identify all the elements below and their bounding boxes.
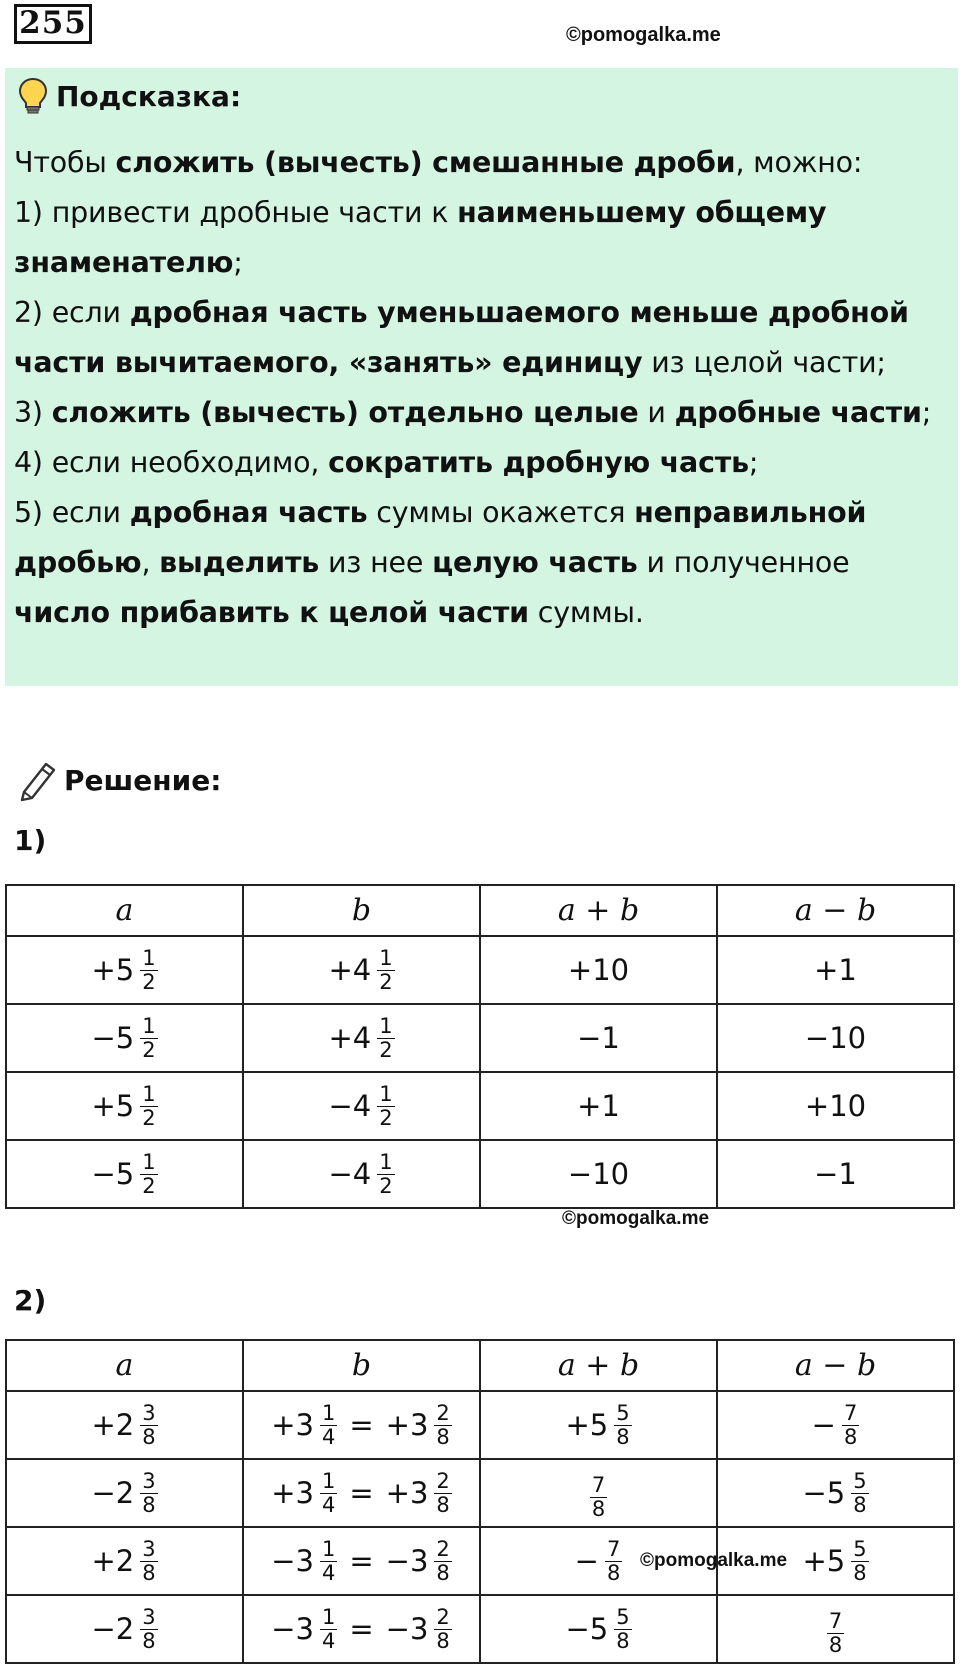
denominator: 8 <box>142 1424 156 1449</box>
math-expression <box>328 1151 394 1198</box>
equals-sign: = <box>349 1544 374 1578</box>
math-expression <box>575 1538 623 1585</box>
numerator: 5 <box>853 1536 867 1561</box>
hint-bold-text: число прибавить к целой части <box>14 596 529 629</box>
table-cell <box>480 1072 717 1140</box>
fraction <box>140 947 157 994</box>
math-expression <box>328 1015 394 1062</box>
table-cell <box>6 1140 243 1208</box>
whole-part: −10 <box>804 1021 867 1055</box>
hint-text-run: , можно: <box>735 146 863 179</box>
table-cell <box>6 1004 243 1072</box>
hint-title-row <box>18 76 241 116</box>
fraction <box>434 1606 451 1653</box>
table-cell <box>480 1391 717 1459</box>
whole-part: − <box>811 1408 836 1442</box>
table-cell <box>243 1459 480 1527</box>
fraction <box>140 1538 157 1585</box>
numerator: 1 <box>321 1468 336 1493</box>
numerator: 1 <box>379 1149 393 1174</box>
denominator: 2 <box>142 1037 156 1062</box>
numerator: 3 <box>142 1468 156 1493</box>
hint-text-run: 4) если необходимо, <box>14 446 329 479</box>
fraction <box>320 1470 337 1517</box>
fraction <box>377 947 394 994</box>
hint-bold-text: выделить <box>159 546 320 579</box>
math-expression <box>805 1089 866 1123</box>
math-expression <box>328 1083 394 1130</box>
equals-sign: = <box>349 1408 374 1442</box>
numerator: 1 <box>142 1081 156 1106</box>
task-number: 255 <box>14 4 92 44</box>
hint-line <box>14 388 949 438</box>
math-expression <box>328 947 394 994</box>
math-expression <box>271 1538 452 1585</box>
table-row <box>6 936 954 1004</box>
hint-text-run: Чтобы <box>14 146 116 179</box>
table-cell <box>243 1004 480 1072</box>
denominator: 4 <box>321 1560 336 1585</box>
hint-text-run: ; <box>921 396 932 429</box>
column-header: a − b <box>717 1340 954 1391</box>
fraction <box>842 1402 859 1449</box>
math-expression <box>812 1402 860 1449</box>
table-cell <box>717 936 954 1004</box>
denominator: 8 <box>436 1560 450 1585</box>
math-expression <box>814 953 857 987</box>
hint-text-run: из нее <box>319 546 433 579</box>
math-expression <box>577 1021 620 1055</box>
math-expression <box>814 1157 857 1191</box>
denominator: 2 <box>142 1173 156 1198</box>
fraction <box>140 1151 157 1198</box>
hint-bold-text: сложить (вычесть) отдельно целые <box>51 396 639 429</box>
numerator: 1 <box>321 1604 336 1629</box>
math-expression <box>565 1606 631 1653</box>
table-row <box>6 1459 954 1527</box>
table-cell <box>6 1459 243 1527</box>
fraction <box>140 1015 157 1062</box>
math-expression <box>577 1089 620 1123</box>
fraction <box>434 1470 451 1517</box>
fraction <box>320 1606 337 1653</box>
whole-part: +4 <box>328 1021 372 1055</box>
fraction <box>140 1083 157 1130</box>
hint-text-run: суммы. <box>528 596 644 629</box>
math-expression <box>91 947 157 994</box>
lightbulb-icon <box>18 77 48 115</box>
column-header: a <box>6 885 243 936</box>
math-expression <box>91 1606 157 1653</box>
whole-part: −1 <box>814 1157 857 1191</box>
hint-bold-text: сложить (вычесть) смешанные дроби <box>115 146 736 179</box>
table-part1 <box>5 884 955 1209</box>
fraction <box>140 1606 157 1653</box>
numerator: 5 <box>616 1400 630 1425</box>
denominator: 8 <box>591 1497 606 1521</box>
whole-part: −2 <box>91 1612 135 1646</box>
whole-part: +3 <box>271 1408 314 1442</box>
math-expression <box>271 1402 452 1449</box>
math-expression <box>590 1474 607 1521</box>
hint-bold-text: дробная часть уменьшаемого меньше дробной части вычитаемого, «занять» единицу <box>14 296 909 379</box>
table-cell <box>480 1140 717 1208</box>
denominator: 2 <box>142 969 156 994</box>
numerator: 1 <box>142 945 156 970</box>
denominator: 8 <box>436 1492 450 1517</box>
hint-line <box>14 438 949 488</box>
hint-title: Подсказка: <box>56 79 242 113</box>
whole-part: +2 <box>91 1408 135 1442</box>
whole-part: −3 <box>385 1612 429 1646</box>
hint-text-run: 3) <box>14 396 52 429</box>
column-header: a + b <box>480 1340 717 1391</box>
hint-line <box>14 188 949 288</box>
hint-text-run: 2) если <box>14 296 130 329</box>
whole-part: −10 <box>567 1157 630 1191</box>
table-cell <box>6 936 243 1004</box>
hint-text-run: и полученное <box>637 546 850 579</box>
denominator: 8 <box>606 1560 621 1585</box>
table-row <box>6 1527 954 1595</box>
fraction <box>140 1402 157 1449</box>
numerator: 2 <box>436 1400 450 1425</box>
whole-part: +3 <box>385 1408 429 1442</box>
table-header-row <box>6 1340 954 1391</box>
table-cell <box>717 1459 954 1527</box>
math-expression <box>91 1015 157 1062</box>
denominator: 2 <box>379 1037 393 1062</box>
fraction <box>851 1538 868 1585</box>
column-header: a <box>6 1340 243 1391</box>
fraction <box>851 1470 868 1517</box>
table-cell <box>243 1595 480 1663</box>
denominator: 8 <box>436 1424 450 1449</box>
hint-text <box>14 138 949 638</box>
fraction <box>614 1402 631 1449</box>
fraction <box>320 1402 337 1449</box>
table-cell <box>480 936 717 1004</box>
fraction <box>605 1538 622 1585</box>
whole-part: − <box>574 1544 599 1578</box>
table-cell <box>243 1391 480 1459</box>
whole-part: −5 <box>91 1021 135 1055</box>
numerator: 7 <box>843 1400 858 1425</box>
table-header-row <box>6 885 954 936</box>
whole-part: +2 <box>91 1544 135 1578</box>
numerator: 1 <box>379 1081 393 1106</box>
denominator: 8 <box>828 1633 843 1657</box>
whole-part: −5 <box>91 1157 135 1191</box>
watermark-top: ©pomogalka.me <box>566 24 721 46</box>
math-expression <box>568 953 629 987</box>
hint-text-run: 1) привести дробные части к <box>14 196 458 229</box>
hint-text-run: ; <box>233 246 243 279</box>
table-cell <box>717 1391 954 1459</box>
math-expression <box>91 1470 157 1517</box>
whole-part: −2 <box>91 1476 135 1510</box>
numerator: 3 <box>142 1400 156 1425</box>
numerator: 7 <box>828 1609 843 1633</box>
numerator: 2 <box>436 1604 450 1629</box>
denominator: 8 <box>616 1424 630 1449</box>
denominator: 8 <box>436 1628 450 1653</box>
solution-title: Решение: <box>64 763 222 797</box>
fraction <box>140 1470 157 1517</box>
hint-text-run: ; <box>748 446 759 479</box>
table-cell <box>717 1140 954 1208</box>
numerator: 7 <box>591 1473 606 1497</box>
math-expression <box>802 1470 868 1517</box>
table-part2 <box>5 1339 955 1664</box>
whole-part: +3 <box>385 1476 429 1510</box>
denominator: 4 <box>321 1424 336 1449</box>
watermark-table2: ©pomogalka.me <box>640 1550 788 1571</box>
hint-bold-text: сократить дробную часть <box>328 446 749 479</box>
fraction <box>434 1402 451 1449</box>
fraction <box>434 1538 451 1585</box>
numerator: 3 <box>142 1536 156 1561</box>
hint-bold-text: дробная часть <box>129 496 368 529</box>
numerator: 1 <box>321 1536 336 1561</box>
table-row <box>6 1391 954 1459</box>
math-expression <box>568 1157 629 1191</box>
table-cell <box>480 1459 717 1527</box>
denominator: 4 <box>321 1628 336 1653</box>
math-expression <box>805 1021 866 1055</box>
table-cell <box>480 1595 717 1663</box>
fraction <box>377 1151 394 1198</box>
table-row <box>6 1004 954 1072</box>
whole-part: +5 <box>91 1089 135 1123</box>
whole-part: +5 <box>91 953 135 987</box>
math-expression <box>565 1402 631 1449</box>
fraction <box>614 1606 631 1653</box>
table-cell <box>6 1527 243 1595</box>
fraction <box>377 1083 394 1130</box>
whole-part: +1 <box>814 953 857 987</box>
denominator: 2 <box>379 1105 393 1130</box>
denominator: 8 <box>142 1560 156 1585</box>
whole-part: −4 <box>328 1157 372 1191</box>
table-cell <box>243 1140 480 1208</box>
numerator: 2 <box>436 1536 450 1561</box>
hint-bold-text: дробные части <box>674 396 922 429</box>
table-cell <box>6 1391 243 1459</box>
table-cell <box>243 936 480 1004</box>
hint-text-run: из целой части; <box>642 346 886 379</box>
numerator: 2 <box>436 1468 450 1493</box>
whole-part: −5 <box>802 1476 846 1510</box>
denominator: 8 <box>843 1424 858 1449</box>
numerator: 5 <box>853 1468 867 1493</box>
denominator: 8 <box>616 1628 630 1653</box>
table-row <box>6 1140 954 1208</box>
column-header: b <box>243 1340 480 1391</box>
table-cell <box>717 1004 954 1072</box>
whole-part: +5 <box>802 1544 846 1578</box>
hint-line <box>14 138 949 188</box>
math-expression <box>91 1538 157 1585</box>
equals-sign: = <box>349 1476 374 1510</box>
whole-part: −3 <box>385 1544 429 1578</box>
column-header: a − b <box>717 885 954 936</box>
whole-part: +10 <box>567 953 630 987</box>
hint-line <box>14 488 949 638</box>
denominator: 8 <box>853 1492 867 1517</box>
whole-part: +4 <box>328 953 372 987</box>
numerator: 1 <box>379 1013 393 1038</box>
whole-part: −1 <box>577 1021 620 1055</box>
math-expression <box>802 1538 868 1585</box>
part1-label: 1) <box>14 824 47 857</box>
math-expression <box>827 1610 844 1657</box>
table-cell <box>717 1072 954 1140</box>
table-row <box>6 1072 954 1140</box>
solution-title-row <box>18 758 221 802</box>
math-expression <box>91 1151 157 1198</box>
table-cell <box>6 1072 243 1140</box>
hint-text-run: 5) если <box>14 496 130 529</box>
math-expression <box>91 1083 157 1130</box>
denominator: 4 <box>321 1492 336 1517</box>
denominator: 8 <box>853 1560 867 1585</box>
fraction <box>827 1610 844 1657</box>
math-expression <box>271 1606 452 1653</box>
whole-part: +1 <box>577 1089 620 1123</box>
table-cell <box>480 1004 717 1072</box>
numerator: 1 <box>142 1149 156 1174</box>
hint-text-run: и <box>638 396 675 429</box>
hint-bold-text: наименьшему общему знаменателю <box>14 196 827 279</box>
numerator: 1 <box>379 945 393 970</box>
whole-part: −3 <box>271 1612 314 1646</box>
column-header: a + b <box>480 885 717 936</box>
fraction <box>590 1474 607 1521</box>
denominator: 2 <box>142 1105 156 1130</box>
numerator: 1 <box>142 1013 156 1038</box>
denominator: 8 <box>142 1628 156 1653</box>
fraction <box>320 1538 337 1585</box>
whole-part: −4 <box>328 1089 372 1123</box>
table-cell <box>243 1527 480 1595</box>
table-cell <box>6 1595 243 1663</box>
whole-part: +3 <box>271 1476 314 1510</box>
numerator: 3 <box>142 1604 156 1629</box>
numerator: 1 <box>321 1400 336 1425</box>
denominator: 2 <box>379 969 393 994</box>
whole-part: +5 <box>565 1408 609 1442</box>
numerator: 7 <box>606 1536 621 1561</box>
denominator: 2 <box>379 1173 393 1198</box>
column-header: b <box>243 885 480 936</box>
fraction <box>377 1015 394 1062</box>
numerator: 5 <box>616 1604 630 1629</box>
whole-part: −3 <box>271 1544 314 1578</box>
part2-label: 2) <box>14 1284 47 1317</box>
hint-text-run: , <box>141 546 160 579</box>
table-cell <box>243 1072 480 1140</box>
whole-part: +10 <box>804 1089 867 1123</box>
hint-text-run: суммы окажется <box>367 496 635 529</box>
math-expression <box>271 1470 452 1517</box>
pencil-icon <box>18 758 58 802</box>
table-row <box>6 1595 954 1663</box>
denominator: 8 <box>142 1492 156 1517</box>
hint-bold-text: целую часть <box>432 546 638 579</box>
whole-part: −5 <box>565 1612 609 1646</box>
table-cell <box>717 1595 954 1663</box>
math-expression <box>91 1402 157 1449</box>
hint-line <box>14 288 949 388</box>
watermark-table1: ©pomogalka.me <box>562 1208 710 1229</box>
hint-bold-text: неправильной дробью <box>14 496 867 579</box>
equals-sign: = <box>349 1612 374 1646</box>
